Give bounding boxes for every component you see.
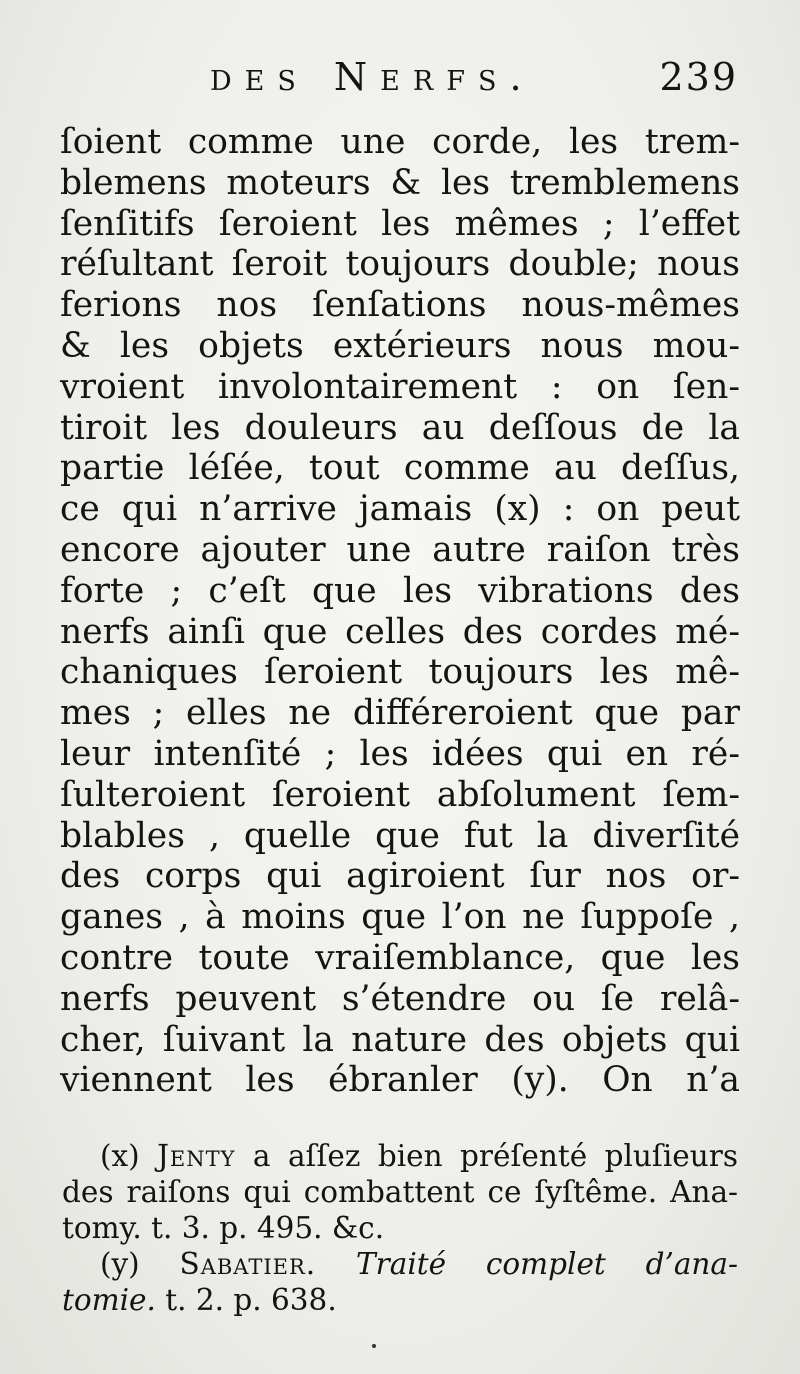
footnote-line: tomy. t. 3. p. 495. &c.: [62, 1211, 385, 1245]
text-line: réſultant ſeroit toujours double; nous: [60, 244, 740, 285]
text-line: ſenſitifs ſeroient les mêmes ; l’effet: [60, 203, 740, 244]
text-line: blables , quelle que fut la diverſité: [60, 815, 740, 856]
text-line: chaniques ſeroient toujours les mê-: [60, 652, 740, 693]
text-line: forte ; c’eſt que les vibrations des: [60, 570, 740, 611]
text-line: mes ; elles ne différeroient que par: [60, 693, 740, 734]
text-line: ferions nos ſenſations nous-mêmes: [60, 285, 740, 326]
text-line: cher, ſuivant la nature des objets qui: [60, 1019, 740, 1060]
footnote-reference: t. 2. p. 638.: [155, 1283, 337, 1317]
footnote-marker: (y): [100, 1247, 140, 1281]
text-line: nerfs peuvent s’étendre ou ſe relâ-: [60, 978, 740, 1019]
footnote-author: Sabatier.: [179, 1247, 317, 1281]
running-title: des Nerfs.: [210, 55, 535, 99]
text-line: ſoient comme une corde, les trem-: [60, 122, 740, 162]
text-line: ce qui n’arrive jamais (x) : on peut: [60, 489, 740, 530]
text-line: contre toute vraiſemblance, que les: [60, 937, 740, 978]
footnote-title: Traité complet d’ana-: [355, 1247, 738, 1281]
text-line: encore ajouter une autre raiſon très: [60, 529, 740, 570]
main-text: [60, 122, 740, 1101]
footnote-title: tomie.: [62, 1283, 156, 1317]
footnote-y: [62, 1246, 738, 1282]
text-line: blemens moteurs & les tremblemens: [60, 162, 740, 203]
footnotes: [62, 1138, 738, 1318]
footnote-text: a aſſez bien préſenté pluſieurs: [235, 1139, 738, 1173]
ink-speck: [372, 1344, 376, 1348]
text-line: tiroit les douleurs au deſſous de la: [60, 407, 740, 448]
text-line: ganes , à moins que l’on ne ſuppoſe ,: [60, 897, 740, 938]
page-header: [210, 52, 738, 102]
text-line: des corps qui agiroient ſur nos or-: [60, 856, 740, 897]
footnote-line: des raiſons qui combattent ce ſyſtême. Ana-: [62, 1175, 738, 1209]
page-number: 239: [659, 55, 738, 99]
text-line: leur intenſité ; les idées qui en ré-: [60, 733, 740, 774]
text-line: viennent les ébranler (y). On n’a: [60, 1060, 740, 1101]
footnote-x: [62, 1138, 738, 1174]
text-line: & les objets extérieurs nous mou-: [60, 325, 740, 366]
footnote-line: [62, 1282, 738, 1318]
footnote-marker: (x): [100, 1139, 140, 1173]
text-line: nerfs ainſi que celles des cordes mé-: [60, 611, 740, 652]
footnote-author: Jenty: [157, 1139, 236, 1173]
text-line: ſulteroient ſeroient abſolument ſem-: [60, 774, 740, 815]
text-line: vroient involontairement : on ſen-: [60, 366, 740, 407]
text-line: partie léſée, tout comme au deſſus,: [60, 448, 740, 489]
